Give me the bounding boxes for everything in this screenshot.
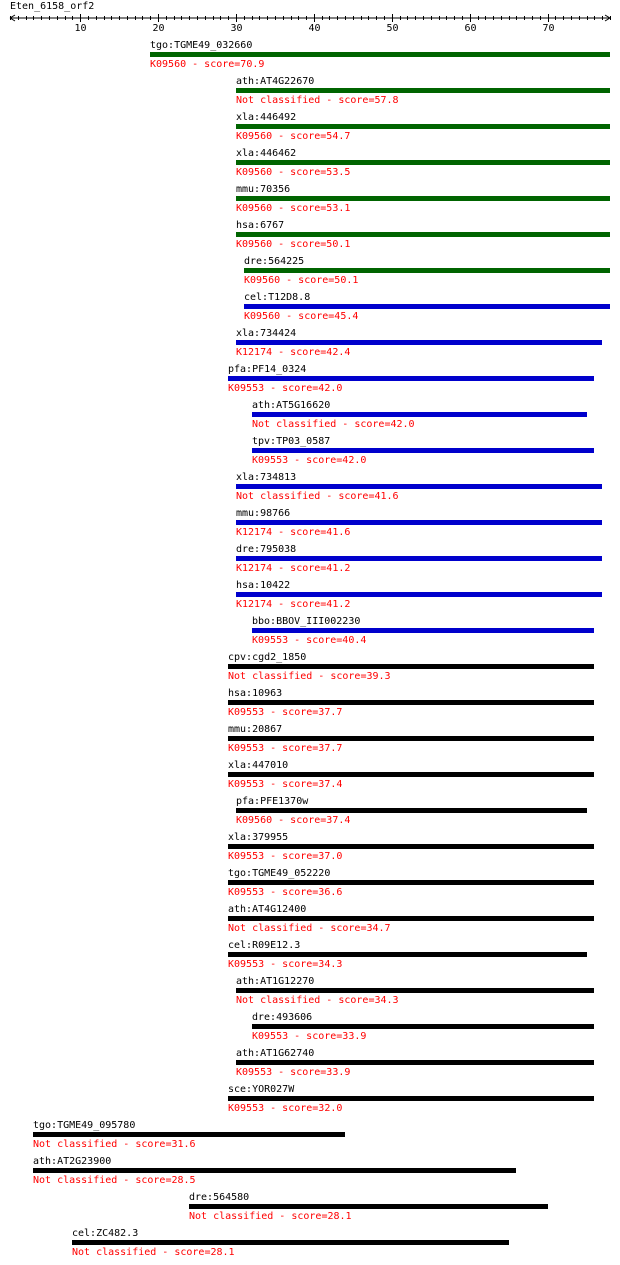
hit-bar[interactable]: [228, 916, 594, 921]
hit-annotation: K09553 - score=42.0: [228, 383, 343, 394]
hit-bar[interactable]: [228, 1096, 594, 1101]
hit-name[interactable]: dre:795038: [236, 544, 297, 555]
hit-annotation: K09560 - score=50.1: [236, 239, 351, 250]
hit-name[interactable]: xla:379955: [228, 832, 289, 843]
hit-entry[interactable]: [236, 1048, 594, 1078]
hit-entry[interactable]: [236, 472, 602, 502]
hit-bar[interactable]: [236, 88, 610, 93]
hit-name[interactable]: xla:734813: [236, 472, 297, 483]
hit-bar[interactable]: [236, 1060, 594, 1065]
hit-entry[interactable]: [236, 184, 610, 214]
hit-entry[interactable]: [236, 328, 602, 358]
hit-annotation: Not classified - score=34.3: [236, 995, 399, 1006]
hit-annotation: K09560 - score=53.1: [236, 203, 351, 214]
hit-entry[interactable]: [228, 760, 594, 790]
hit-entry[interactable]: [236, 76, 610, 106]
hit-bar[interactable]: [236, 484, 602, 489]
hit-annotation: K09560 - score=37.4: [236, 815, 351, 826]
hit-name[interactable]: cpv:cgd2_1850: [228, 652, 307, 663]
hit-bar[interactable]: [236, 232, 610, 237]
hit-name[interactable]: cel:T12D8.8: [244, 292, 311, 303]
hit-entry[interactable]: [33, 1156, 516, 1186]
hit-annotation: Not classified - score=39.3: [228, 671, 391, 682]
ruler-tick-label: 10: [74, 23, 87, 34]
hit-bar[interactable]: [236, 556, 602, 561]
ruler-tick-label: 50: [386, 23, 399, 34]
hit-entry[interactable]: [228, 1084, 594, 1114]
ruler-tick-label: 70: [542, 23, 555, 34]
ruler-tick-label: 30: [230, 23, 243, 34]
hit-entry[interactable]: [228, 688, 594, 718]
hit-name[interactable]: mmu:20867: [228, 724, 283, 735]
hit-entry[interactable]: [236, 220, 610, 250]
hit-annotation: K09553 - score=40.4: [252, 635, 367, 646]
hit-name[interactable]: mmu:98766: [236, 508, 291, 519]
hit-annotation: Not classified - score=28.5: [33, 1175, 196, 1186]
hit-name[interactable]: mmu:70356: [236, 184, 291, 195]
hit-bar[interactable]: [236, 124, 610, 129]
hit-entry[interactable]: [236, 508, 602, 538]
hit-annotation: K12174 - score=41.6: [236, 527, 351, 538]
hit-bar[interactable]: [228, 700, 594, 705]
hit-entry[interactable]: [244, 256, 610, 286]
hit-entry[interactable]: [228, 364, 594, 394]
hit-annotation: K09560 - score=53.5: [236, 167, 351, 178]
hit-entry[interactable]: [228, 868, 594, 898]
hit-name[interactable]: xla:734424: [236, 328, 297, 339]
hit-annotation: Not classified - score=31.6: [33, 1139, 196, 1150]
hit-bar[interactable]: [252, 1024, 594, 1029]
hit-bar[interactable]: [228, 736, 594, 741]
hit-entry[interactable]: [236, 580, 602, 610]
hit-name[interactable]: sce:YOR027W: [228, 1084, 295, 1095]
hit-annotation: K12174 - score=42.4: [236, 347, 351, 358]
hit-name[interactable]: ath:AT1G12270: [236, 976, 315, 987]
hit-name[interactable]: hsa:10422: [236, 580, 291, 591]
hit-bar[interactable]: [236, 988, 594, 993]
hit-name[interactable]: ath:AT4G12400: [228, 904, 307, 915]
hit-annotation: Not classified - score=34.7: [228, 923, 391, 934]
hit-annotation: K09553 - score=37.4: [228, 779, 343, 790]
hit-list: [33, 40, 610, 1258]
hit-name[interactable]: tpv:TP03_0587: [252, 436, 331, 447]
hit-entry[interactable]: [33, 1120, 345, 1150]
hit-entry[interactable]: [252, 616, 594, 646]
hit-bar[interactable]: [252, 448, 594, 453]
hit-annotation: Not classified - score=28.1: [72, 1247, 235, 1258]
hit-name[interactable]: xla:446492: [236, 112, 297, 123]
ruler-tick-label: 20: [152, 23, 165, 34]
hit-bar[interactable]: [33, 1168, 516, 1173]
hit-bar[interactable]: [228, 772, 594, 777]
hit-entry[interactable]: [236, 796, 587, 826]
hit-bar[interactable]: [236, 340, 602, 345]
hit-entry[interactable]: [244, 292, 610, 322]
hit-bar[interactable]: [228, 844, 594, 849]
hit-bar[interactable]: [244, 268, 610, 273]
hit-name[interactable]: bbo:BBOV_III002230: [252, 616, 361, 627]
hit-name[interactable]: tgo:TGME49_095780: [33, 1120, 136, 1131]
hit-entry[interactable]: [252, 1012, 594, 1042]
hit-bar[interactable]: [228, 376, 594, 381]
hit-annotation: K09553 - score=32.0: [228, 1103, 343, 1114]
hit-bar[interactable]: [33, 1132, 345, 1137]
hit-name[interactable]: xla:446462: [236, 148, 297, 159]
hit-annotation: K09553 - score=36.6: [228, 887, 343, 898]
hit-entry[interactable]: [150, 40, 610, 70]
hit-bar[interactable]: [72, 1240, 509, 1245]
hit-annotation: K09560 - score=45.4: [244, 311, 359, 322]
hit-entry[interactable]: [228, 724, 594, 754]
hit-bar[interactable]: [244, 304, 610, 309]
hit-annotation: K09553 - score=37.7: [228, 707, 343, 718]
hit-annotation: K09553 - score=33.9: [236, 1067, 351, 1078]
hit-annotation: Not classified - score=41.6: [236, 491, 399, 502]
hit-annotation: K12174 - score=41.2: [236, 599, 351, 610]
hit-bar[interactable]: [228, 664, 594, 669]
hit-name[interactable]: xla:447010: [228, 760, 289, 771]
hit-annotation: K09560 - score=70.9: [150, 59, 265, 70]
hit-entry[interactable]: [189, 1192, 548, 1222]
hit-name[interactable]: dre:493606: [252, 1012, 313, 1023]
hit-name[interactable]: pfa:PFE1370w: [236, 796, 309, 807]
hit-annotation: Not classified - score=28.1: [189, 1211, 352, 1222]
hit-annotation: K09560 - score=54.7: [236, 131, 351, 142]
hit-annotation: K09553 - score=37.0: [228, 851, 343, 862]
hit-name[interactable]: ath:AT1G62740: [236, 1048, 315, 1059]
hit-bar[interactable]: [236, 196, 610, 201]
hit-bar[interactable]: [236, 520, 602, 525]
hit-bar[interactable]: [150, 52, 610, 57]
position-ruler: [10, 14, 611, 34]
hit-annotation: K09553 - score=37.7: [228, 743, 343, 754]
hit-name[interactable]: ath:AT5G16620: [252, 400, 331, 411]
ruler-tick-label: 60: [464, 23, 477, 34]
hit-annotation: K09560 - score=50.1: [244, 275, 359, 286]
hit-annotation: K12174 - score=41.2: [236, 563, 351, 574]
hit-name[interactable]: hsa:10963: [228, 688, 283, 699]
hit-annotation: Not classified - score=57.8: [236, 95, 399, 106]
hit-entry[interactable]: [228, 904, 594, 934]
hit-entry[interactable]: [236, 976, 594, 1006]
hit-annotation: K09553 - score=33.9: [252, 1031, 367, 1042]
hit-annotation: K09553 - score=34.3: [228, 959, 343, 970]
hit-name[interactable]: ath:AT4G22670: [236, 76, 315, 87]
hit-entry[interactable]: [236, 112, 610, 142]
hit-entry[interactable]: [228, 940, 587, 970]
hit-name[interactable]: dre:564580: [189, 1192, 250, 1203]
hit-entry[interactable]: [72, 1228, 509, 1258]
hit-bar[interactable]: [228, 880, 594, 885]
hit-name[interactable]: tgo:TGME49_052220: [228, 868, 331, 879]
hit-bar[interactable]: [252, 412, 587, 417]
hit-annotation: Not classified - score=42.0: [252, 419, 415, 430]
hit-entry[interactable]: [252, 400, 587, 430]
hit-name[interactable]: dre:564225: [244, 256, 305, 267]
hit-entry[interactable]: [228, 832, 594, 862]
hit-name[interactable]: cel:ZC482.3: [72, 1228, 139, 1239]
hit-bar[interactable]: [236, 592, 602, 597]
hit-bar[interactable]: [236, 808, 587, 813]
hit-bar[interactable]: [228, 952, 587, 957]
hit-name[interactable]: ath:AT2G23900: [33, 1156, 112, 1167]
query-title: Eten_6158_orf2: [10, 1, 95, 12]
hit-bar[interactable]: [252, 628, 594, 633]
hit-entry[interactable]: [236, 544, 602, 574]
hit-annotation: K09553 - score=42.0: [252, 455, 367, 466]
hit-entry[interactable]: [228, 652, 594, 682]
hit-entry[interactable]: [252, 436, 594, 466]
hit-name[interactable]: tgo:TGME49_032660: [150, 40, 253, 51]
hit-name[interactable]: cel:R09E12.3: [228, 940, 301, 951]
hit-name[interactable]: hsa:6767: [236, 220, 285, 231]
ruler-tick-label: 40: [308, 23, 321, 34]
hit-bar[interactable]: [236, 160, 610, 165]
hit-name[interactable]: pfa:PF14_0324: [228, 364, 307, 375]
hit-entry[interactable]: [236, 148, 610, 178]
hit-bar[interactable]: [189, 1204, 548, 1209]
